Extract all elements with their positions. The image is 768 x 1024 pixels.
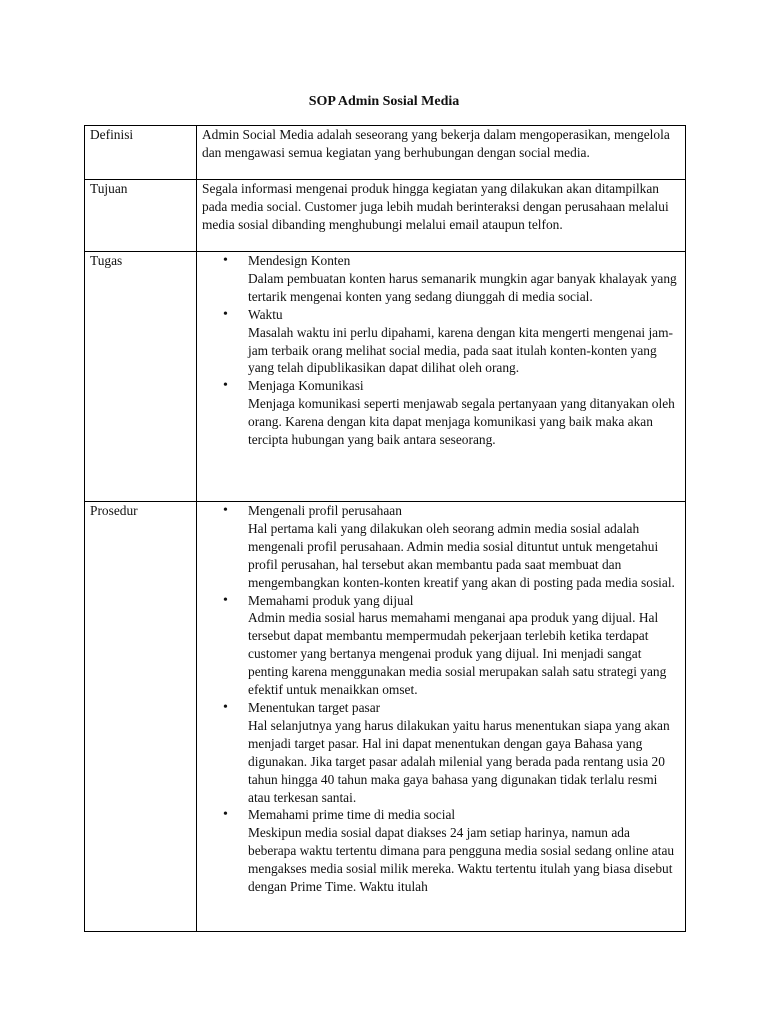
list-item xyxy=(248,306,681,378)
list-item xyxy=(248,502,681,592)
list-item xyxy=(248,377,681,449)
list-item xyxy=(248,806,681,896)
row-text-tujuan: Segala informasi mengenai produk hingga kegiatan yang dilakukan akan ditampilkan pada media social. Customer juga lebih mudah berinteraksi dengan perusahaan melalui media sosial dibanding menghubungi melalui email ataupun telfon. xyxy=(197,180,686,252)
table-row-prosedur xyxy=(85,502,686,932)
table-row-tujuan xyxy=(85,180,686,252)
row-label-prosedur: Prosedur xyxy=(85,502,197,932)
page-title: SOP Admin Sosial Media xyxy=(308,94,460,109)
item-title: • Waktu xyxy=(248,306,283,322)
item-title: • Menentukan target pasar xyxy=(248,699,381,715)
row-content-prosedur xyxy=(197,502,686,932)
table-row-definisi xyxy=(85,126,686,180)
item-title: • Mengenali profil perusahaan xyxy=(248,503,402,518)
item-title: • Menjaga Komunikasi xyxy=(248,378,364,394)
item-title: • Mendesign Konten xyxy=(248,253,351,268)
sop-table xyxy=(84,125,686,932)
item-description: Masalah waktu ini perlu dipahami, karena dengan kita mengerti mengenai jam-jam terbaik orang melihat social media, pada saat itulah konten-konten yang yang telah dipublikasikan dapat dilihat oleh orang. xyxy=(248,324,674,376)
item-title: • Memahami produk yang dijual xyxy=(248,592,414,608)
item-description: Hal pertama kali yang dilakukan oleh seorang admin media sosial adalah mengenali profil perusahaan. Admin media sosial dituntut untuk mengetahui profil perusahan, hal tersebut akan membantu pada saat membuat dan mengembangkan konten-konten kreatif yang akan di posting pada media sosial. xyxy=(248,520,675,590)
row-label-tujuan: Tujuan xyxy=(85,180,197,252)
tugas-bullet-list xyxy=(202,252,681,449)
row-text-definisi: Admin Social Media adalah seseorang yang bekerja dalam mengoperasikan, mengelola dan mengawasi semua kegiatan yang berhubungan dengan social media. xyxy=(197,126,686,180)
item-description: Admin media sosial harus memahami menganai apa produk yang dijual. Hal tersebut dapat membantu mempermudah pekerjaan terlebih ketika terdapat customer yang bertanya mengenai produk yang dijual. Ini menjadi sangat penting karena menggunakan media sosial merupakan salah satu strategi yang efektif untuk menaikkan omset. xyxy=(248,610,667,698)
table-row-tugas xyxy=(85,252,686,502)
row-content-tugas xyxy=(197,252,686,502)
item-title: • Memahami prime time di media social xyxy=(248,807,456,823)
item-description: Dalam pembuatan konten harus semanarik mungkin agar banyak khalayak yang tertarik mengenai konten yang sedang diunggah di media social. xyxy=(248,270,677,304)
item-description: Hal selanjutnya yang harus dilakukan yaitu harus menentukan siapa yang akan menjadi target pasar. Hal ini dapat menentukan dengan gaya Bahasa yang digunakan. Jika target pasar adalah milenial yang berada pada rentang usia 20 tahun hingga 40 tahun maka gaya bahasa yang digunakan tidak terlalu resmi atau terkesan santai. xyxy=(248,717,670,805)
item-description: Meskipun media sosial dapat diakses 24 jam setiap harinya, namun ada beberapa waktu tertentu dimana para pengguna media sosial sedang online atau mengakses media sosial milik mereka. Waktu tertentu itulah yang biasa disebut dengan Prime Time. Waktu itulah xyxy=(248,825,675,895)
list-item xyxy=(248,592,681,699)
list-item xyxy=(248,699,681,806)
prosedur-bullet-list xyxy=(202,502,681,896)
list-item xyxy=(248,252,681,306)
row-label-definisi: Definisi xyxy=(85,126,197,180)
item-description: Menjaga komunikasi seperti menjawab segala pertanyaan yang ditanyakan oleh orang. Karena dengan kita dapat menjaga komunikasi yang baik maka akan tercipta hubungan yang baik antara seseorang. xyxy=(248,396,675,448)
row-label-tugas: Tugas xyxy=(85,252,197,502)
